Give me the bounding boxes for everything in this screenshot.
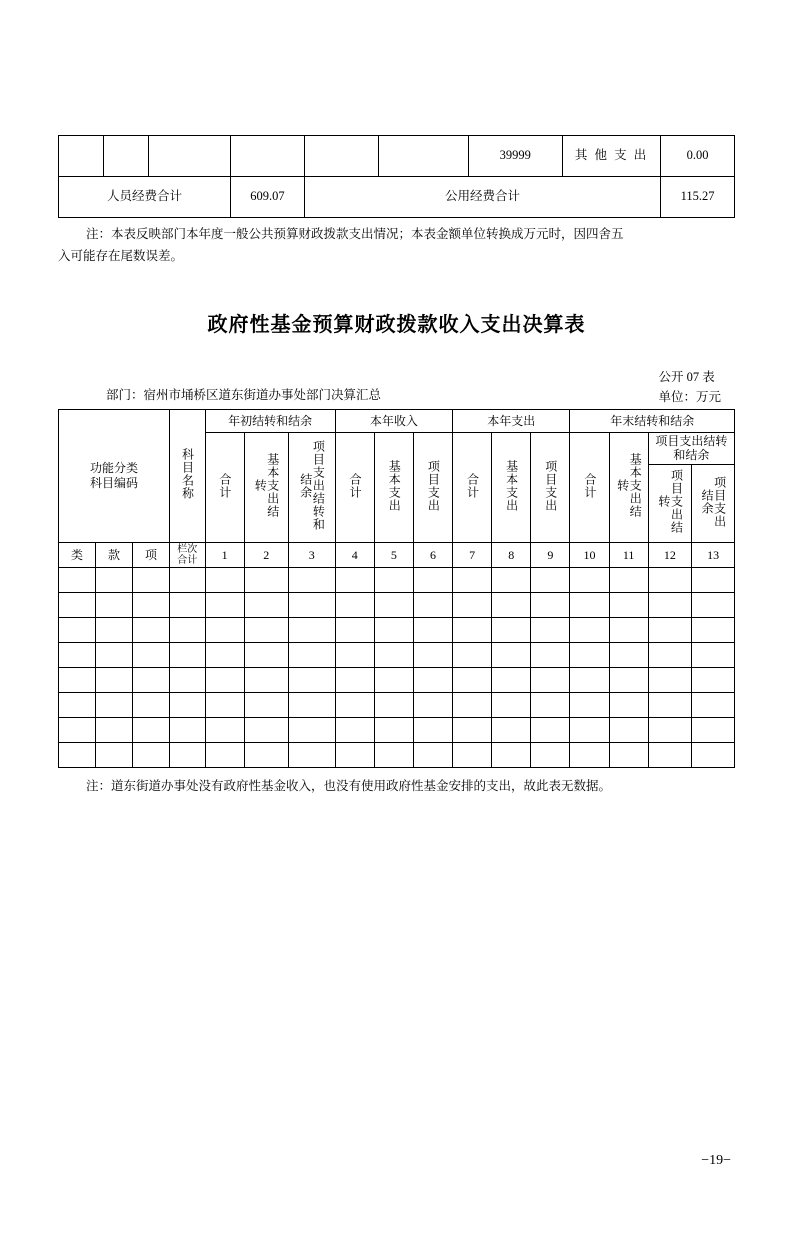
cell-public-value: 115.27	[661, 177, 735, 218]
col-num-8: 8	[492, 542, 531, 567]
col-num-11: 11	[609, 542, 648, 567]
table-cell	[288, 692, 335, 717]
table-cell	[95, 742, 132, 767]
table-number: 公开 07 表	[658, 369, 715, 384]
table-cell	[609, 717, 648, 742]
table-cell	[95, 567, 132, 592]
table-cell	[453, 717, 492, 742]
col-num-10: 10	[570, 542, 609, 567]
table-cell	[205, 667, 244, 692]
table-cell	[648, 692, 691, 717]
table-cell	[288, 742, 335, 767]
header-section: 款	[95, 542, 132, 567]
table-cell	[95, 592, 132, 617]
table-cell	[570, 692, 609, 717]
table-cell	[453, 667, 492, 692]
header-income-project: 项目支出	[413, 432, 452, 542]
table-cell	[648, 642, 691, 667]
col-num-13: 13	[692, 542, 735, 567]
table-unit: 单位：万元	[658, 389, 721, 404]
table-cell	[492, 717, 531, 742]
header-begin-total: 合计	[205, 432, 244, 542]
document-page	[0, 135, 793, 1257]
header-row-groups	[59, 409, 735, 432]
table-cell	[570, 617, 609, 642]
table-cell	[692, 692, 735, 717]
table-body	[59, 567, 735, 767]
table-row	[59, 617, 735, 642]
cell-item-name: 其 他 支 出	[562, 136, 660, 177]
table-cell	[374, 667, 413, 692]
table-cell	[288, 617, 335, 642]
col-num-7: 7	[453, 542, 492, 567]
table-cell	[374, 692, 413, 717]
header-item: 项	[132, 542, 169, 567]
header-begin-group: 年初结转和结余	[205, 409, 335, 432]
table-cell	[205, 642, 244, 667]
cell-empty-5	[304, 136, 378, 177]
table-cell	[244, 692, 288, 717]
table-cell	[132, 717, 169, 742]
table-row	[59, 742, 735, 767]
header-expense-total: 合计	[453, 432, 492, 542]
table-cell	[244, 742, 288, 767]
dept-value: 宿州市埇桥区道东街道办事处部门决算汇总	[143, 387, 382, 402]
table-cell	[288, 667, 335, 692]
table-footnote: 注：道东街道办事处没有政府性基金收入，也没有使用政府性基金安排的支出，故此表无数据。	[86, 778, 612, 793]
table-cell	[95, 642, 132, 667]
header-end-group: 年末结转和结余	[570, 409, 735, 432]
table-cell	[453, 567, 492, 592]
table-cell	[413, 742, 452, 767]
table-cell	[205, 592, 244, 617]
table-cell	[335, 642, 374, 667]
table-cell	[570, 667, 609, 692]
table-cell	[492, 667, 531, 692]
table-meta	[58, 367, 735, 407]
cell-empty-3	[149, 136, 231, 177]
header-end-total: 合计	[570, 432, 609, 542]
table-cell	[374, 742, 413, 767]
table-cell	[531, 642, 570, 667]
column-number-row	[59, 542, 735, 567]
table-cell	[453, 692, 492, 717]
table-cell	[374, 642, 413, 667]
table-cell	[59, 642, 96, 667]
table-cell	[288, 592, 335, 617]
table-cell	[570, 717, 609, 742]
table-row	[59, 692, 735, 717]
header-class: 类	[59, 542, 96, 567]
table-cell	[169, 667, 205, 692]
table-cell	[169, 717, 205, 742]
table-cell	[692, 592, 735, 617]
table-cell	[59, 717, 96, 742]
col-num-9: 9	[531, 542, 570, 567]
table-cell	[648, 717, 691, 742]
table-cell	[205, 617, 244, 642]
header-category: 功能分类 科目编码	[59, 409, 170, 542]
table-cell	[335, 742, 374, 767]
table-cell	[205, 567, 244, 592]
table-cell	[453, 642, 492, 667]
table-cell	[244, 717, 288, 742]
table-cell	[531, 667, 570, 692]
table-cell	[453, 742, 492, 767]
table-cell	[244, 642, 288, 667]
continued-budget-table	[58, 135, 735, 218]
col-num-2: 2	[244, 542, 288, 567]
table-cell	[413, 642, 452, 667]
table-cell	[132, 592, 169, 617]
table-cell	[413, 667, 452, 692]
table-cell	[169, 617, 205, 642]
table-cell	[648, 617, 691, 642]
top-table-note	[58, 224, 735, 268]
table-cell	[692, 667, 735, 692]
table-cell	[169, 567, 205, 592]
note-prefix: 注：	[86, 227, 112, 241]
table-cell	[95, 692, 132, 717]
table-cell	[288, 642, 335, 667]
table-cell	[413, 717, 452, 742]
table-cell	[132, 617, 169, 642]
table-row	[59, 567, 735, 592]
table-cell	[692, 717, 735, 742]
table-cell	[648, 567, 691, 592]
col-num-3: 3	[288, 542, 335, 567]
note-line2: 入可能存在尾数误差。	[58, 248, 184, 263]
table-cell	[492, 567, 531, 592]
cell-amount: 0.00	[661, 136, 735, 177]
table-cell	[492, 617, 531, 642]
table-cell	[609, 742, 648, 767]
cell-public-label: 公用经费合计	[304, 177, 660, 218]
col-num-5: 5	[374, 542, 413, 567]
table-cell	[59, 742, 96, 767]
cell-code: 39999	[468, 136, 562, 177]
table-cell	[132, 642, 169, 667]
table-cell	[374, 617, 413, 642]
government-fund-table	[58, 409, 735, 768]
page-number: −19−	[701, 1153, 731, 1168]
table-cell	[205, 717, 244, 742]
table-row	[59, 717, 735, 742]
table-cell	[570, 592, 609, 617]
table-row	[59, 592, 735, 617]
table-cell	[95, 617, 132, 642]
table-cell	[59, 592, 96, 617]
table-cell	[244, 567, 288, 592]
table-cell	[692, 617, 735, 642]
col-num-6: 6	[413, 542, 452, 567]
table-cell	[244, 592, 288, 617]
header-row-label: 栏次 合计	[169, 542, 205, 567]
table-cell	[335, 667, 374, 692]
note-line1: 本表反映部门本年度一般公共预算财政拨款支出情况；本表金额单位转换成万元时，因四舍五	[111, 227, 624, 241]
table-cell	[492, 742, 531, 767]
meta-left-block	[106, 385, 381, 405]
table-cell	[648, 667, 691, 692]
cell-personnel-value: 609.07	[231, 177, 305, 218]
table-cell	[570, 567, 609, 592]
header-subject-name: 科目名称	[169, 409, 205, 542]
table-cell	[692, 642, 735, 667]
table-cell	[492, 642, 531, 667]
table-cell	[132, 667, 169, 692]
table-cell	[609, 667, 648, 692]
table-cell	[335, 617, 374, 642]
table-cell	[531, 717, 570, 742]
table-row	[59, 136, 735, 177]
table-cell	[374, 567, 413, 592]
cell-personnel-label: 人员经费合计	[59, 177, 231, 218]
table-cell	[374, 717, 413, 742]
table-cell	[335, 692, 374, 717]
table-cell	[492, 592, 531, 617]
cell-empty-6	[378, 136, 468, 177]
table-cell	[335, 592, 374, 617]
header-income-group: 本年收入	[335, 409, 452, 432]
page-title: 政府性基金预算财政拨款收入支出决算表	[207, 313, 586, 336]
table-cell	[692, 567, 735, 592]
cell-empty-4	[231, 136, 305, 177]
table-cell	[132, 567, 169, 592]
table-cell	[609, 592, 648, 617]
table-cell	[169, 742, 205, 767]
header-income-total: 合计	[335, 432, 374, 542]
table-cell	[453, 617, 492, 642]
table-row-total	[59, 177, 735, 218]
table-cell	[531, 692, 570, 717]
cell-empty-2	[104, 136, 149, 177]
table-cell	[413, 692, 452, 717]
table-cell	[413, 592, 452, 617]
table-cell	[335, 717, 374, 742]
table-cell	[453, 592, 492, 617]
table-cell	[169, 642, 205, 667]
table-cell	[59, 617, 96, 642]
table-cell	[531, 742, 570, 767]
table-cell	[59, 692, 96, 717]
table-cell	[95, 667, 132, 692]
header-expense-group: 本年支出	[453, 409, 570, 432]
header-project-carry: 项目支出结转	[648, 464, 691, 542]
table-cell	[288, 717, 335, 742]
table-cell	[244, 667, 288, 692]
header-project-balance: 项目支出结余	[692, 464, 735, 542]
table-cell	[335, 567, 374, 592]
header-expense-basic: 基本支出	[492, 432, 531, 542]
table-cell	[95, 717, 132, 742]
table-cell	[169, 592, 205, 617]
table-cell	[531, 617, 570, 642]
table-cell	[205, 692, 244, 717]
table-cell	[692, 742, 735, 767]
table-cell	[374, 592, 413, 617]
table-cell	[132, 742, 169, 767]
table-row	[59, 642, 735, 667]
header-end-basic: 基本支出结转	[609, 432, 648, 542]
table-row	[59, 667, 735, 692]
table-cell	[531, 592, 570, 617]
table-cell	[288, 567, 335, 592]
header-begin-basic: 基本支出结转	[244, 432, 288, 542]
table-cell	[205, 742, 244, 767]
table-cell	[59, 667, 96, 692]
header-expense-project: 项目支出	[531, 432, 570, 542]
table-cell	[492, 692, 531, 717]
table-cell	[648, 592, 691, 617]
col-num-4: 4	[335, 542, 374, 567]
header-begin-project: 项目支出结转和结余	[288, 432, 335, 542]
table-cell	[413, 617, 452, 642]
table-cell	[609, 567, 648, 592]
col-num-12: 12	[648, 542, 691, 567]
table-cell	[413, 567, 452, 592]
table-cell	[570, 742, 609, 767]
cell-empty-1	[59, 136, 104, 177]
table-cell	[132, 692, 169, 717]
table-cell	[531, 567, 570, 592]
table-cell	[609, 617, 648, 642]
table-cell	[169, 692, 205, 717]
col-num-1: 1	[205, 542, 244, 567]
table-cell	[648, 742, 691, 767]
table-cell	[609, 642, 648, 667]
meta-right-block	[658, 367, 721, 407]
table-cell	[609, 692, 648, 717]
header-income-basic: 基本支出	[374, 432, 413, 542]
table-cell	[244, 617, 288, 642]
header-end-project-group: 项目支出结转和结余	[648, 432, 734, 464]
table-cell	[570, 642, 609, 667]
dept-label: 部门：	[106, 387, 144, 402]
table-cell	[59, 567, 96, 592]
